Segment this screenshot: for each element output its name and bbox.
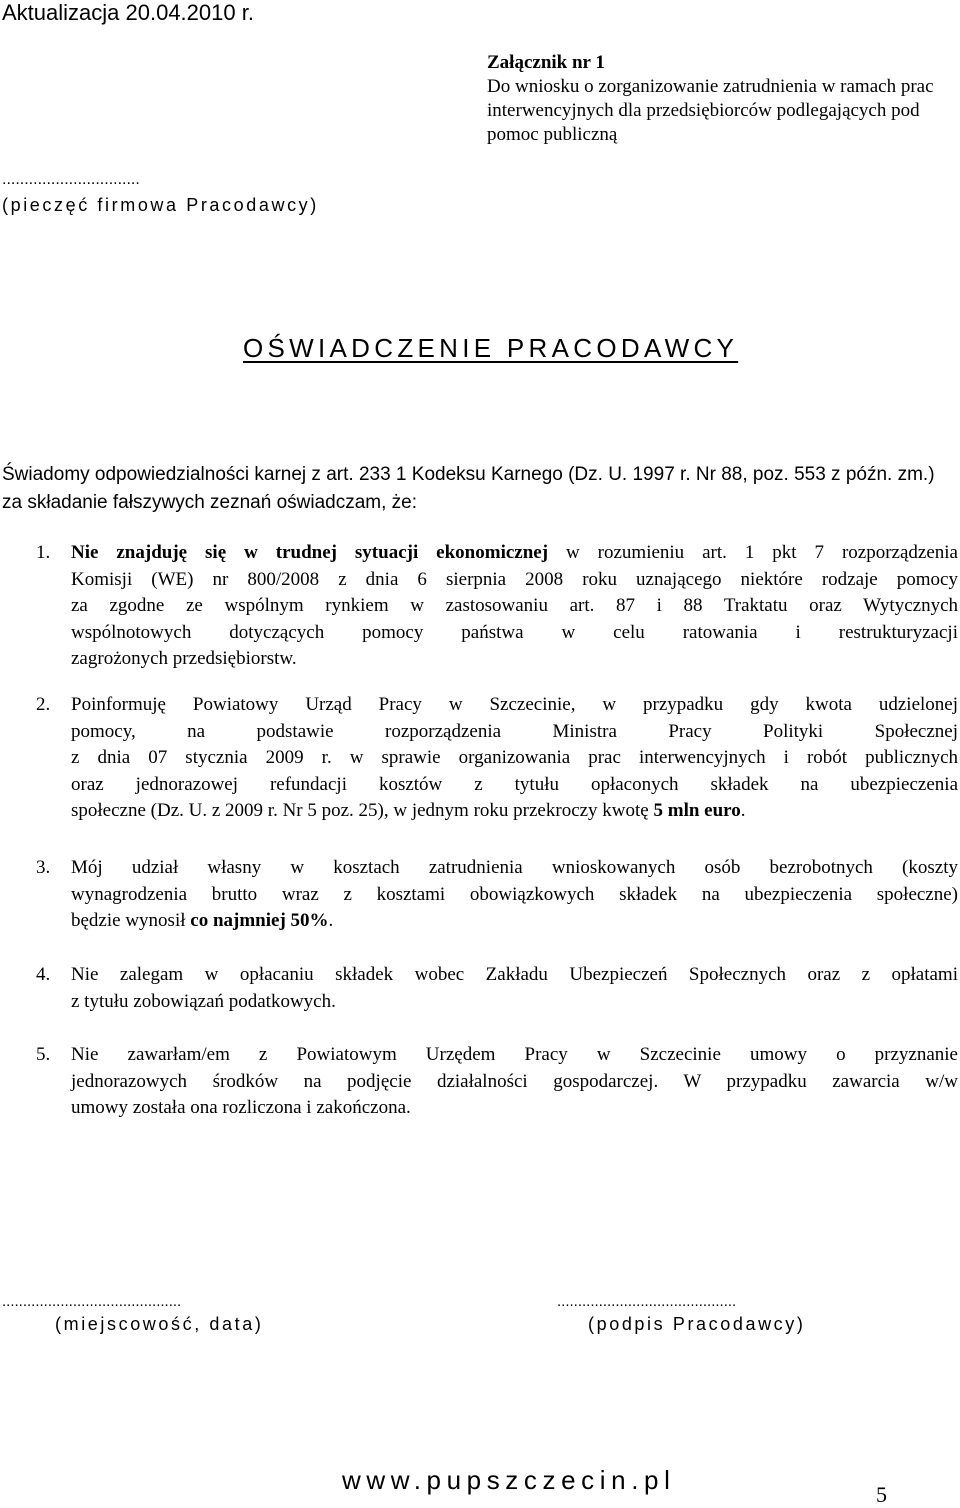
annex-line: pomoc publiczną: [487, 124, 618, 145]
item-line: wspólnotowych dotyczących pomocy państwa w celu ratowania i restrukturyzacji: [71, 621, 958, 643]
annex-header: [487, 51, 934, 147]
stamp-dotted-line: ...............................: [2, 171, 140, 188]
item-line: zagrożonych przedsiębiorstw.: [71, 648, 297, 669]
item-text: .: [740, 800, 746, 821]
item-line: oraz jednorazowej refundacji kosztów z tytułu opłaconych składek na ubezpieczenia: [71, 773, 958, 795]
declaration-item-1: [36, 540, 958, 673]
item-line: z dnia 07 stycznia 2009 r. w sprawie organizowania prac interwencyjnych i robót publicznych: [71, 747, 958, 768]
item-line: za zgodne ze wspólnym rynkiem w zastosowaniu art. 87 i 88 Traktatu oraz Wytycznych: [71, 595, 958, 616]
stamp-label: (pieczęć firmowa Pracodawcy): [2, 195, 319, 215]
item-text: .: [328, 910, 334, 931]
document-title: OŚWIADCZENIE PRACODAWCY: [243, 333, 739, 363]
declaration-item-3: [36, 855, 958, 935]
item-line: umowy została ona rozliczona i zakończona.: [71, 1097, 411, 1118]
intro-statement: Świadomy odpowiedzialności karnej z art. 233 1 Kodeksu Karnego (Dz. U. 1997 r. Nr 88, poz. 553 z późn. zm.) za składanie fałszywych zeznań oświadczam, że:: [2, 464, 935, 513]
item-line: pomocy, na podstawie rozporządzenia Ministra Pracy Polityki Społecznej: [71, 720, 958, 742]
update-date-note: Aktualizacja 20.04.2010 r.: [2, 0, 254, 25]
item-line: Nie zawarłam/em z Powiatowym Urzędem Pracy w Szczecinie umowy o przyznanie: [71, 1044, 958, 1065]
place-date-label: (miejscowość, data): [55, 1314, 264, 1334]
item-line: jednorazowych środków na podjęcie działalności gospodarczej. W przypadku zawarcia w/w: [71, 1070, 958, 1092]
item-number: 5.: [36, 1044, 51, 1065]
annex-line: Do wniosku o zorganizowanie zatrudnienia w ramach prac: [487, 76, 934, 97]
item-bold-text: co najmniej 50%: [190, 910, 329, 931]
footer-url: www.pupszczecin.pl: [342, 1465, 676, 1495]
item-number: 1.: [36, 542, 51, 563]
item-line: z tytułu zobowiązań podatkowych.: [71, 990, 336, 1012]
item-text: w rozumieniu art. 1 pkt 7 rozporządzenia: [548, 542, 958, 563]
declaration-item-2: [36, 692, 958, 825]
item-line: Poinformuję Powiatowy Urząd Pracy w Szczecinie, w przypadku gdy kwota udzielonej: [71, 694, 958, 715]
item-line: Mój udział własny w kosztach zatrudnienia wnioskowanych osób bezrobotnych (koszty: [71, 857, 958, 878]
annex-title: Załącznik nr 1: [487, 52, 605, 73]
item-line: [71, 540, 958, 567]
item-line: wynagrodzenia brutto wraz z kosztami obowiązkowych składek na ubezpieczenia społeczne): [71, 883, 958, 905]
page-number: 5: [876, 1482, 887, 1507]
item-text: będzie wynosił: [71, 910, 191, 931]
declaration-item-5: [36, 1042, 958, 1122]
annex-line: interwencyjnych dla przedsiębiorców podlegających pod: [487, 100, 920, 121]
item-line: Nie zalegam w opłacaniu składek wobec Zakładu Ubezpieczeń Społecznych oraz z opłatami: [71, 964, 958, 985]
signature-dotted-line: ...........................................: [557, 1293, 737, 1310]
item-bold-text: 5 mln euro: [653, 800, 741, 821]
place-date-dotted-line: ...........................................: [2, 1293, 182, 1310]
item-number: 4.: [36, 964, 51, 985]
item-bold-text: Nie znajduję się w trudnej sytuacji ekonomicznej: [71, 542, 549, 563]
declaration-item-4: [36, 962, 958, 1015]
item-number: 3.: [36, 857, 51, 878]
item-number: 2.: [36, 694, 51, 715]
item-line: [71, 798, 958, 825]
item-line: [71, 908, 958, 935]
signature-label: (podpis Pracodawcy): [588, 1314, 806, 1334]
item-line: Komisji (WE) nr 800/2008 z dnia 6 sierpnia 2008 roku uznającego niektóre rodzaje pomocy: [71, 568, 958, 590]
item-text: społeczne (Dz. U. z 2009 r. Nr 5 poz. 25), w jednym roku przekroczy kwotę: [71, 800, 654, 821]
